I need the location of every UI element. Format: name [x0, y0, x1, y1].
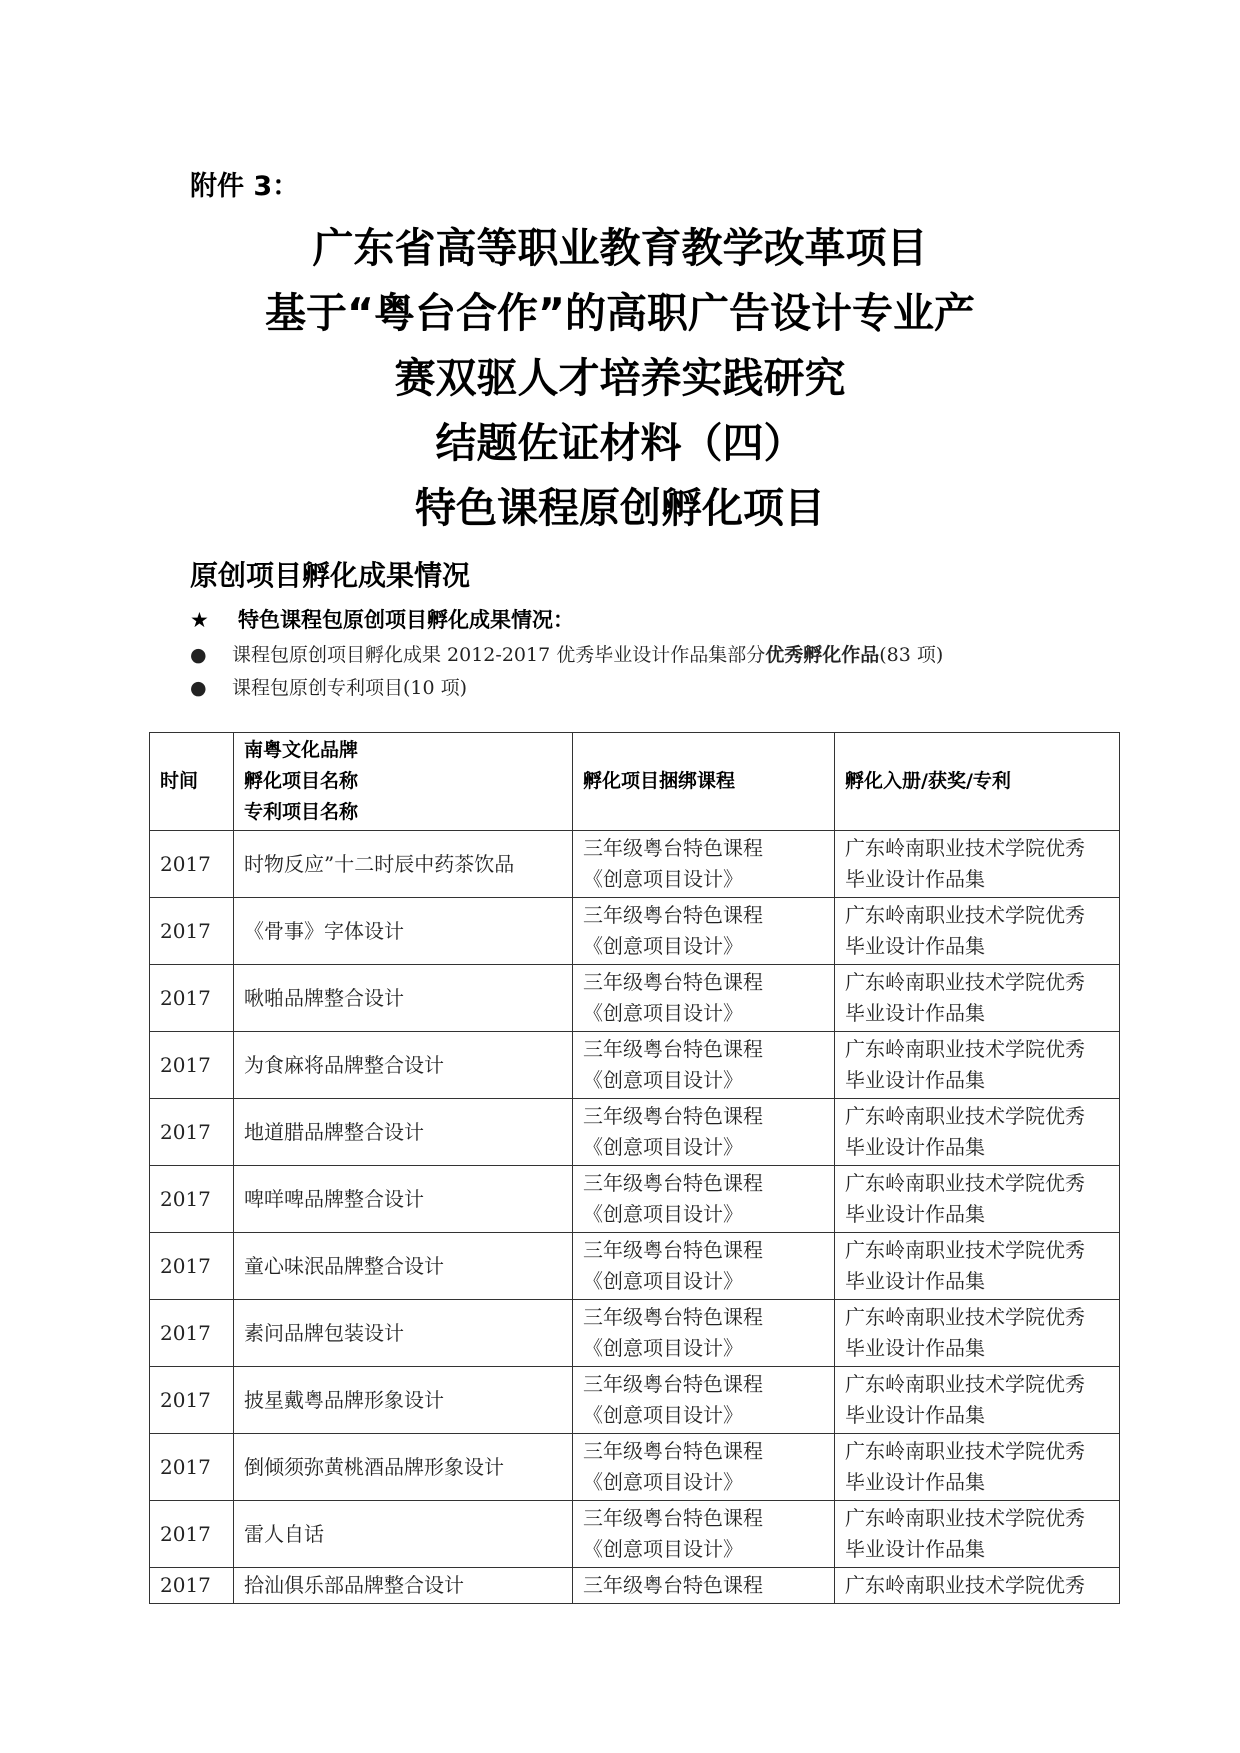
title-line-2: 基于“粤台合作”的高职广告设计专业产: [265, 289, 975, 337]
table-row: [150, 1166, 1120, 1233]
title-line-4: 结题佐证材料（四）: [435, 419, 805, 467]
cell-year: 2017: [150, 965, 234, 1032]
cell-course: 三年级粤台特色课程 《创意项目设计》: [573, 1300, 835, 1367]
cell-year: 2017: [150, 1501, 234, 1568]
cell-project: 啾啪品牌整合设计: [234, 965, 573, 1032]
table-row: [150, 1300, 1120, 1367]
cell-course: 三年级粤台特色课程 《创意项目设计》: [573, 1501, 835, 1568]
cell-year: 2017: [150, 831, 234, 898]
cell-project: 为食麻将品牌整合设计: [234, 1032, 573, 1099]
star-item: [190, 604, 574, 634]
bullet-icon: ●: [190, 644, 207, 666]
title-line-1: 广东省高等职业教育教学改革项目: [312, 224, 928, 272]
cell-year: 2017: [150, 1367, 234, 1434]
title-line-3: 赛双驱人才培养实践研究: [394, 354, 846, 402]
cell-project: 童心味泯品牌整合设计: [234, 1233, 573, 1300]
cell-course: 三年级粤台特色课程 《创意项目设计》: [573, 1099, 835, 1166]
table-row: [150, 831, 1120, 898]
header-time: 时间: [150, 733, 234, 831]
bullet-bold-text: 优秀孵化作品: [765, 644, 880, 666]
cell-course: 三年级粤台特色课程: [573, 1568, 835, 1604]
cell-project: 地道腊品牌整合设计: [234, 1099, 573, 1166]
bullet-item-1: [190, 640, 943, 667]
cell-award: 广东岭南职业技术学院优秀 毕业设计作品集: [835, 831, 1120, 898]
table-row: [150, 1501, 1120, 1568]
cell-course: 三年级粤台特色课程 《创意项目设计》: [573, 1367, 835, 1434]
cell-year: 2017: [150, 1434, 234, 1501]
cell-award: 广东岭南职业技术学院优秀 毕业设计作品集: [835, 965, 1120, 1032]
cell-project: 素问品牌包装设计: [234, 1300, 573, 1367]
cell-award: 广东岭南职业技术学院优秀 毕业设计作品集: [835, 1300, 1120, 1367]
table-row: [150, 898, 1120, 965]
cell-year: 2017: [150, 1099, 234, 1166]
cell-course: 三年级粤台特色课程 《创意项目设计》: [573, 1233, 835, 1300]
cell-year: 2017: [150, 1568, 234, 1604]
header-project-name: 南粤文化品牌 孵化项目名称 专利项目名称: [234, 733, 573, 831]
cell-award: 广东岭南职业技术学院优秀 毕业设计作品集: [835, 1501, 1120, 1568]
table-row: [150, 1568, 1120, 1604]
cell-year: 2017: [150, 1032, 234, 1099]
cell-award: 广东岭南职业技术学院优秀 毕业设计作品集: [835, 898, 1120, 965]
star-icon: ★: [190, 608, 209, 632]
bullet-text: 课程包原创专利项目(10 项): [232, 677, 468, 699]
section-heading: 原创项目孵化成果情况: [190, 559, 471, 592]
bullet-text: 课程包原创项目孵化成果 2012-2017 优秀毕业设计作品集部分: [232, 644, 766, 666]
table-row: [150, 1434, 1120, 1501]
bullet-item-2: [190, 673, 467, 700]
cell-course: 三年级粤台特色课程 《创意项目设计》: [573, 965, 835, 1032]
table-row: [150, 1367, 1120, 1434]
cell-award: 广东岭南职业技术学院优秀 毕业设计作品集: [835, 1233, 1120, 1300]
cell-year: 2017: [150, 1233, 234, 1300]
cell-year: 2017: [150, 1166, 234, 1233]
table-row: [150, 1233, 1120, 1300]
cell-project: 披星戴粤品牌形象设计: [234, 1367, 573, 1434]
cell-award: 广东岭南职业技术学院优秀 毕业设计作品集: [835, 1166, 1120, 1233]
cell-award: 广东岭南职业技术学院优秀: [835, 1568, 1120, 1604]
cell-project: 拾汕俱乐部品牌整合设计: [234, 1568, 573, 1604]
cell-project: 《骨事》字体设计: [234, 898, 573, 965]
header-course: 孵化项目捆绑课程: [573, 733, 835, 831]
cell-award: 广东岭南职业技术学院优秀 毕业设计作品集: [835, 1434, 1120, 1501]
table-row: [150, 965, 1120, 1032]
cell-award: 广东岭南职业技术学院优秀 毕业设计作品集: [835, 1032, 1120, 1099]
table-header-row: [150, 733, 1120, 831]
table-row: [150, 1032, 1120, 1099]
cell-year: 2017: [150, 1300, 234, 1367]
cell-award: 广东岭南职业技术学院优秀 毕业设计作品集: [835, 1099, 1120, 1166]
bullet-icon: ●: [190, 677, 207, 699]
title-line-5: 特色课程原创孵化项目: [415, 484, 825, 532]
results-table: [149, 732, 1120, 1604]
cell-course: 三年级粤台特色课程 《创意项目设计》: [573, 1166, 835, 1233]
cell-project: 雷人自话: [234, 1501, 573, 1568]
cell-course: 三年级粤台特色课程 《创意项目设计》: [573, 831, 835, 898]
bullet-suffix: (83 项): [879, 644, 944, 666]
header-award: 孵化入册/获奖/专利: [835, 733, 1120, 831]
star-item-text: 特色课程包原创项目孵化成果情况：: [238, 608, 574, 632]
cell-course: 三年级粤台特色课程 《创意项目设计》: [573, 1032, 835, 1099]
cell-project: 时物反应”十二时辰中药茶饮品: [234, 831, 573, 898]
cell-course: 三年级粤台特色课程 《创意项目设计》: [573, 1434, 835, 1501]
cell-project: 倒倾须弥黄桃酒品牌形象设计: [234, 1434, 573, 1501]
attachment-label: 附件 3：: [190, 171, 300, 202]
cell-year: 2017: [150, 898, 234, 965]
cell-award: 广东岭南职业技术学院优秀 毕业设计作品集: [835, 1367, 1120, 1434]
cell-project: 啤咩啤品牌整合设计: [234, 1166, 573, 1233]
table-row: [150, 1099, 1120, 1166]
cell-course: 三年级粤台特色课程 《创意项目设计》: [573, 898, 835, 965]
